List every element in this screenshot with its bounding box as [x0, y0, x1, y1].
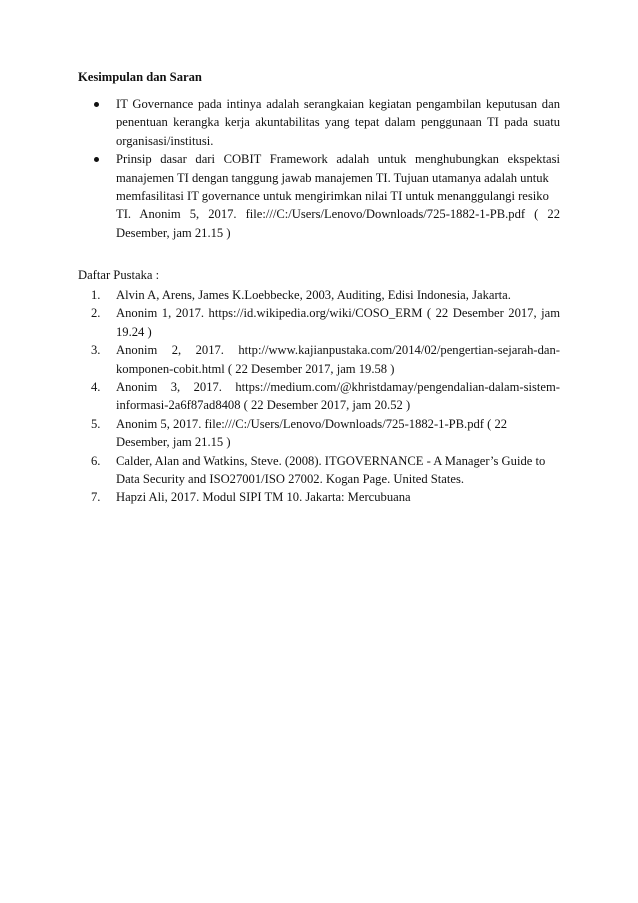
- bullet-item: [91, 95, 560, 150]
- bullet-line: TI. Anonim 5, 2017. file:///C:/Users/Lenovo/Downloads/725-1882-1-PB.pdf ( 22: [116, 207, 560, 222]
- reference-line: Data Security and ISO27001/ISO 27002. Kogan Page. United States.: [116, 472, 465, 487]
- references-title: Daftar Pustaka :: [78, 268, 160, 282]
- reference-line: komponen-cobit.html ( 22 Desember 2017, jam 19.58 ): [116, 361, 395, 376]
- reference-item: [91, 488, 560, 506]
- reference-item: [91, 304, 560, 341]
- reference-line: Alvin A, Arens, James K.Loebbecke, 2003, Auditing, Edisi Indonesia, Jakarta.: [116, 288, 511, 302]
- bullet-line: Prinsip dasar dari COBIT Framework adalah untuk menghubungkan ekspektasi: [116, 152, 560, 167]
- bullet-dot-icon: [94, 157, 99, 162]
- reference-item: [91, 452, 560, 489]
- reference-line: 19.24 ): [116, 324, 152, 339]
- reference-item: [91, 415, 560, 452]
- bullet-line: memfasilitasi IT governance untuk mengirimkan nilai TI untuk menanggulangi resiko: [116, 189, 549, 204]
- reference-item: [91, 341, 560, 378]
- reference-line: Hapzi Ali, 2017. Modul SIPI TM 10. Jakarta: Mercubuana: [116, 490, 411, 505]
- bullet-line: Desember, jam 21.15 ): [116, 225, 231, 240]
- reference-number: 6.: [91, 453, 101, 468]
- bullet-line: organisasi/institusi.: [116, 133, 214, 148]
- reference-number: 3.: [91, 343, 101, 358]
- conclusion-bullet-list: [91, 95, 560, 242]
- reference-line: Anonim 3, 2017. https://medium.com/@khristdamay/pengendalian-dalam-sistem-: [116, 380, 560, 395]
- reference-line: Calder, Alan and Watkins, Steve. (2008). ITGOVERNANCE - A Manager’s Guide to: [116, 453, 546, 468]
- reference-item: [91, 378, 560, 415]
- bullet-line: IT Governance pada intinya adalah serangkaian kegiatan pengambilan keputusan dan: [116, 97, 560, 111]
- reference-number: 4.: [91, 380, 101, 395]
- reference-line: informasi-2a6f87ad8408 ( 22 Desember 2017, jam 20.52 ): [116, 398, 411, 413]
- reference-number: 2.: [91, 306, 101, 321]
- reference-item: [91, 286, 560, 304]
- section-heading: Kesimpulan dan Saran: [78, 70, 202, 84]
- reference-number: 5.: [91, 416, 101, 431]
- references-list: [91, 286, 560, 507]
- bullet-dot-icon: [94, 102, 99, 107]
- reference-number: 7.: [91, 490, 101, 505]
- bullet-item: [91, 150, 560, 242]
- reference-line: Anonim 5, 2017. file:///C:/Users/Lenovo/Downloads/725-1882-1-PB.pdf ( 22: [116, 416, 508, 431]
- reference-line: Desember, jam 21.15 ): [116, 435, 231, 450]
- reference-line: Anonim 2, 2017. http://www.kajianpustaka.com/2014/02/pengertian-sejarah-dan-: [116, 343, 560, 358]
- bullet-line: manajemen TI dengan tanggung jawab manajemen TI. Tujuan utamanya adalah untuk: [116, 170, 549, 185]
- bullet-line: penentuan kerangka kerja akuntabilitas yang tepat dalam penggunaan TI pada suatu: [116, 115, 560, 130]
- reference-number: 1.: [91, 288, 101, 302]
- reference-line: Anonim 1, 2017. https://id.wikipedia.org/wiki/COSO_ERM ( 22 Desember 2017, jam: [116, 306, 560, 321]
